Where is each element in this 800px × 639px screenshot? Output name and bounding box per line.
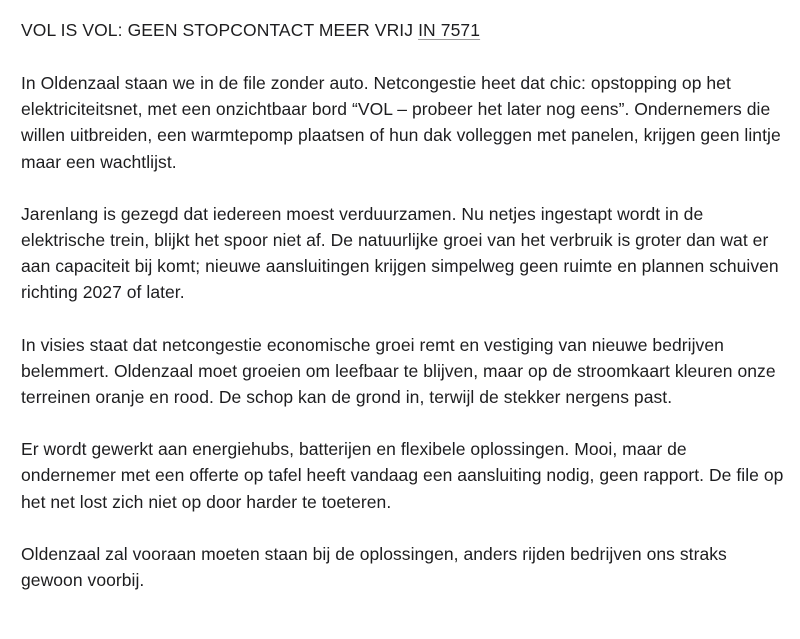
paragraph-1: In Oldenzaal staan we in de file zonder auto. Netcongestie heet dat chic: opstopping op het elektriciteitsnet, met een onzichtbaar bord “VOL – probeer het later nog eens”. Ondernemers die willen uitbreiden, een warmtepomp plaatsen of hun dak volleggen met panelen, krijgen geen lintje maar een wachtlijst. (21, 73, 781, 172)
paragraph-3: In visies staat dat netcongestie economische groei remt en vestiging van nieuwe bedrijven belemmert. Oldenzaal moet groeien om leefbaar te blijven, maar op de stroomkaart kleuren onze terreinen oranje en rood. De schop kan de grond in, terwijl de stekker nergens past. (21, 334, 776, 408)
title-postcode: IN 7571 (418, 20, 481, 40)
paragraph-5: Oldenzaal zal vooraan moeten staan bij de oplossingen, anders rijden bedrijven ons straks gewoon voorbij. (21, 543, 727, 591)
title-main-text: VOL IS VOL: GEEN STOPCONTACT MEER VRIJ (21, 20, 419, 40)
paragraph-2: Jarenlang is gezegd dat iedereen moest verduurzamen. Nu netjes ingestapt wordt in de elektrische trein, blijkt het spoor niet af. De natuurlijke groei van het verbruik is groter dan wat er aan capaciteit bij komt; nieuwe aansluitingen krijgen simpelweg geen ruimte en plannen schuiven richting 2027 of later. (21, 203, 779, 303)
document-title (21, 17, 786, 43)
paragraph-4: Er wordt gewerkt aan energiehubs, batterijen en flexibele oplossingen. Mooi, maar de ondernemer met een offerte op tafel heeft vandaag een aansluiting nodig, geen rapport. De file op het net lost zich niet op door harder te toeteren. (21, 439, 784, 512)
